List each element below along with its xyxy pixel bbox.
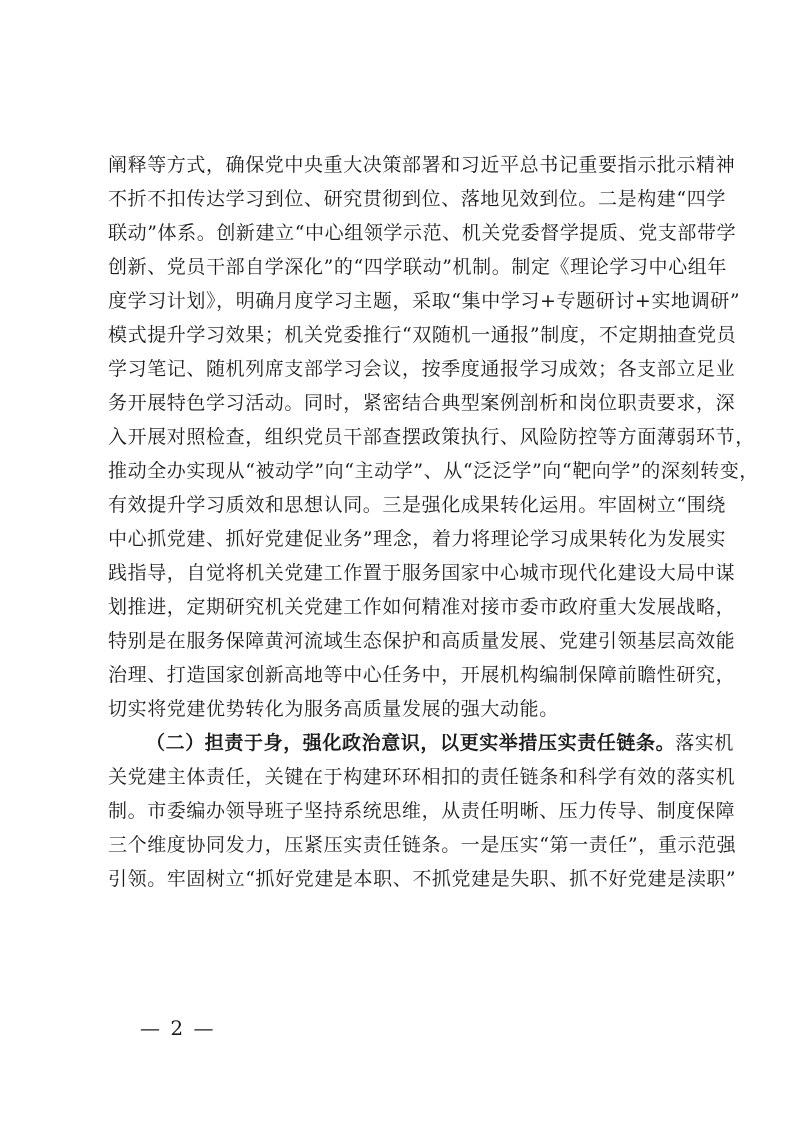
paragraph-line: 治理、打造国家创新高地等中心任务中，开展机构编制保障前瞻性研究， [108, 664, 736, 686]
paragraph-first-line [108, 726, 735, 760]
paragraph-line: 不折不扣传达学习到位、研究贯彻到位、落地见效到位。二是构建“四学 [108, 188, 726, 210]
paragraph-line: 三个维度协同发力，压紧压实责任链条。一是压实“第一责任”，重示范强 [108, 834, 737, 856]
paragraph-line: 模式提升学习效果；机关党委推行“双随机一通报”制度，不定期抽查党员 [108, 324, 737, 346]
body-text [108, 148, 759, 896]
paragraph-line: 推动全办实现从“被动学”向“主动学”、从“泛泛学”向“靶向学”的深刻转变， [108, 460, 759, 482]
paragraph-line: 联动”体系。创新建立“中心组领学示范、机关党委督学提质、党支部带学 [108, 222, 737, 244]
paragraph-line: 阐释等方式，确保党中央重大决策部署和习近平总书记重要指示批示精神 [108, 154, 736, 176]
paragraph-line: 务开展特色学习活动。同时，紧密结合典型案例剖析和岗位职责要求，深 [108, 392, 736, 414]
paragraph-line: 创新、党员干部自学深化”的“四学联动”机制。制定《理论学习中心组年 [108, 256, 727, 278]
paragraph-line: 切实将党建优势转化为服务高质量发展的强大动能。 [108, 698, 559, 720]
paragraph-line: 入开展对照检查，组织党员干部查摆政策执行、风险防控等方面薄弱环节， [108, 426, 755, 448]
paragraph-line: 有效提升学习质效和思想认同。三是强化成果转化运用。牢固树立“围绕 [108, 494, 726, 516]
paragraph-line: 特别是在服务保障黄河流域生态保护和高质量发展、党建引领基层高效能 [108, 630, 736, 652]
paragraph-line: 中心抓党建、抓好党建促业务”理念，着力将理论学习成果转化为发展实 [108, 528, 726, 550]
heading-line-tail: 落实机 [675, 732, 735, 754]
paragraph-line: 制。市委编办领导班子坚持系统思维，从责任明晰、压力传导、制度保障 [108, 800, 736, 822]
paragraph-2 [108, 726, 737, 896]
page-number: — 2 — [140, 1016, 216, 1040]
section-heading: （二）担责于身，强化政治意识，以更实举措压实责任链条。 [146, 732, 676, 754]
paragraph-line: 践指导，自觉将机关党建工作置于服务国家中心城市现代化建设大局中谋 [108, 562, 736, 584]
paragraph-line: 关党建主体责任，关键在于构建环环相扣的责任链条和科学有效的落实机 [108, 766, 736, 788]
paragraph-line: 引领。牢固树立“抓好党建是本职、不抓党建是失职、抓不好党建是渎职” [108, 868, 737, 890]
paragraph-1 [108, 148, 759, 726]
paragraph-line: 学习笔记、随机列席支部学习会议，按季度通报学习成效；各支部立足业 [108, 358, 736, 380]
paragraph-line: 度学习计划》，明确月度学习主题，采取“集中学习+专题研讨+实地调研” [108, 290, 741, 312]
paragraph-line: 划推进，定期研究机关党建工作如何精准对接市委市政府重大发展战略， [108, 596, 736, 618]
